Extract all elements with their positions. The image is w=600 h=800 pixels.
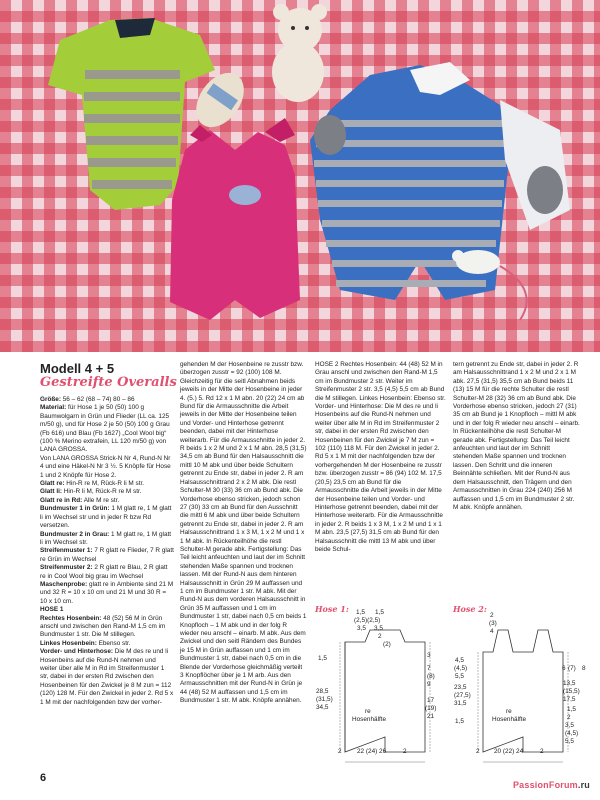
d1-dim-2: 1,5 <box>375 609 384 616</box>
paragraph-lead: Rechtes Hosenbein: <box>40 614 102 622</box>
d2-dim-20: 5,5 <box>565 738 574 745</box>
d2-dim-23: 20 (22) 24 <box>494 748 524 755</box>
d1-dim-3: (2,5)(2,5) <box>354 617 381 624</box>
d2-dim-9: 8 <box>582 665 586 672</box>
hero-photo <box>0 0 600 352</box>
d1-center-2: Hosenhälfte <box>352 716 387 723</box>
d2-dim-21: 1,5 <box>455 718 464 725</box>
site-watermark <box>513 780 590 790</box>
d2-center-2: Hosenhälfte <box>492 716 527 723</box>
d2-dim-2: (3) <box>489 620 497 627</box>
d1-dim-7: (2) <box>383 641 391 648</box>
paragraph-text: 56 – 62 (68 – 74) 80 – 86 <box>60 396 135 403</box>
paragraph-text: Hin-R re M, Rück-R li M str. <box>64 480 145 488</box>
column-1-paragraph <box>40 488 174 496</box>
d2-dim-16: 1,5 <box>567 706 576 713</box>
page-number: 6 <box>40 772 47 784</box>
paragraph-text: Hin-R li M, Rück-R re M str. <box>62 488 142 496</box>
d2-dim-3: 4 <box>490 628 494 635</box>
d1-dim-14: (31,5) <box>316 696 333 703</box>
d2-dim-8: (7) <box>568 665 576 672</box>
d2-dim-4: 4,5 <box>455 657 464 664</box>
d2-dim-6: 5,5 <box>455 673 464 680</box>
column-1-paragraph <box>40 505 174 530</box>
site-tld: .ru <box>577 780 590 790</box>
paragraph-lead: Größe: <box>40 396 61 403</box>
paragraph-lead: Glatt li: <box>40 488 63 496</box>
column-4-text: tern getrennt zu Ende str, dabei in jeder 2. R am Halsausschnittrand 1 x 2 M und 2 x 1 M abk. 27,5 (31,5) 35,5 cm ab Bund beids 11 (13) 15 M für die rechte Schulter die restl Schulter-M 28 (32) 36 cm ab Bund abk. Die Vorderhose ebenso stricken, jedoch 27 (31) 35 cm ab Bund je 1 Knopfloch – mittl M abk und in der folg R wieder neu anschl – einarb. In Rückenteilhöhe die restl Schulter-M gerade abk. Fertigstellung: Das Teil leicht anfeuchten und laut der im Schnitt stehenden Maße spannen und trocknen lassen. Den Schritt und die inneren Beinnähte schließen. Mit der Rund-N aus dem Halsausschnitt, den Trägern und den Armausschnitten in Grau 224 (240) 256 M auffassen und 1,5 cm im Bundmuster 2 str. M abk. Knöpfe annähen. <box>453 361 580 511</box>
d1-dim-9: 3 <box>427 652 431 659</box>
paragraph-text: für Hose 1 je 50 (50) 100 g Baumwolgarn in Grün und Flieder (LL ca. 125 m/50 g), und für Hose 2 je 50 (50) 100 g Grau (Fb 616) und Blau (Fb 1627) „Cool Wool big“ (100 % Merino extrafein, LL 120 m/50 g) von LANA GROSSA. <box>40 404 170 454</box>
column-1-paragraph <box>40 648 174 707</box>
column-1-paragraph <box>40 455 174 480</box>
paragraph-lead: Streifenmuster 1: <box>40 547 93 555</box>
column-1-paragraph <box>40 404 174 454</box>
model-heading: Modell 4 + 5 <box>40 361 115 376</box>
teddy-bear-image <box>272 4 327 102</box>
paragraph-text: Von LANA GROSSA Strick-N Nr 4, Rund-N Nr 4 und eine Häkel-N Nr 3 ½. 5 Knöpfe für Hose 1 und 2 Knöpfe für Hose 2. <box>40 454 171 479</box>
paragraph-text: Alle M re str. <box>82 496 120 504</box>
d1-center-1: re <box>365 708 371 715</box>
column-1-paragraph <box>40 606 174 614</box>
paragraph-text: glatt re in Ambiente sind 21 M und 32 R = 10 x 10 cm und 21 M und 30 R = 10 x 10 cm. <box>40 580 174 605</box>
d2-dim-14: (15,5) <box>563 688 580 695</box>
d1-dim-17: (19) <box>425 705 437 712</box>
d2-dim-18: 3,5 <box>565 722 574 729</box>
paragraph-lead: Linkes Hosenbein: <box>40 639 97 647</box>
paragraph-text: 7 R glatt re Flieder, 7 R glatt re Grün im Wechsel <box>40 547 174 563</box>
column-1-paragraph <box>40 615 174 640</box>
d1-dim-15: 34,5 <box>316 704 329 711</box>
paragraph-lead: HOSE 1 <box>40 606 64 614</box>
d1-dim-13: 28,5 <box>316 688 329 695</box>
paragraph-text: 48 (52) 56 M in Grün anschl und zwischen den Rand-M 1,5 cm im Bundmuster 1 str. Die M stillegen. <box>40 614 166 639</box>
column-1-paragraph <box>40 564 174 581</box>
column-1-paragraph <box>40 581 174 606</box>
d2-dim-19: (4,5) <box>565 730 579 737</box>
d1-dim-18: 21 <box>427 713 435 720</box>
d1-dim-20: 22 (24) 26 <box>357 748 387 755</box>
text-column-4 <box>453 361 581 512</box>
d1-dim-10: 7 <box>427 665 431 672</box>
d1-dim-4: 3,5 <box>357 625 366 632</box>
d2-dim-12: 31,5 <box>454 700 467 707</box>
paragraph-lead: Glatt re in Rd: <box>40 496 83 504</box>
d2-dim-22: 2 <box>476 748 480 755</box>
blue-romper-image <box>310 62 570 300</box>
diagram-2-label: Hose 2: <box>453 604 487 614</box>
model-subtitle: Gestreifte Overalls <box>40 375 177 390</box>
d1-dim-21: 2 <box>403 748 407 755</box>
d2-dim-11: (27,5) <box>454 692 471 699</box>
d2-dim-15: 17,5 <box>563 696 576 703</box>
paragraph-lead: Maschenprobe: <box>40 580 88 588</box>
paragraph-lead: Streifenmuster 2: <box>40 564 93 572</box>
column-1-paragraph <box>40 547 174 564</box>
paragraph-text: 1 M glatt re, 1 M glatt li im Wechsel str und in jeder R bzw Rd versetzen. <box>40 505 172 530</box>
text-column-3 <box>315 361 446 554</box>
d1-dim-5: 3,5 <box>374 625 383 632</box>
paragraph-text: 1 M glatt re, 1 M glatt li im Wechsel str. <box>40 530 172 546</box>
paragraph-lead: Bundmuster 1 in Grün: <box>40 505 110 513</box>
d1-dim-12: 9 <box>427 681 431 688</box>
d2-dim-7: 6 <box>562 665 566 672</box>
paragraph-lead: Glatt re: <box>40 480 65 488</box>
d1-dim-1: 1,5 <box>356 609 365 616</box>
column-1-paragraph <box>40 640 174 648</box>
paragraph-lead: Bundmuster 2 in Grau: <box>40 530 110 538</box>
paragraph-text: 2 R glatt re Blau, 2 R glatt re in Cool Wool big grau im Wechsel <box>40 564 168 580</box>
text-column-1 <box>40 396 174 707</box>
d2-dim-10: 23,5 <box>454 684 467 691</box>
paragraph-text: Ebenso str. <box>96 639 131 647</box>
site-name: PassionForum <box>512 780 578 790</box>
d1-dim-16: 17 <box>427 697 435 704</box>
d2-dim-5: (4,5) <box>454 665 468 672</box>
diagram-1-label: Hose 1: <box>315 604 349 614</box>
column-1-paragraph <box>40 497 174 505</box>
d2-dim-1: 2 <box>490 612 494 619</box>
pink-romper-image <box>170 118 300 320</box>
photo-illustration <box>0 0 600 352</box>
d2-dim-17: 2 <box>567 714 571 721</box>
d1-dim-19: 2 <box>338 748 342 755</box>
column-1-paragraph <box>40 531 174 548</box>
d2-dim-13: 13,5 <box>563 680 576 687</box>
d1-dim-6: 2 <box>378 633 382 640</box>
d1-dim-11: (8) <box>427 673 435 680</box>
d2-dim-24: 2 <box>540 748 544 755</box>
paragraph-lead: Material: <box>40 404 67 412</box>
text-column-2 <box>180 361 307 706</box>
paragraph-lead: Vorder- und Hinterhose: <box>40 648 114 656</box>
column-1-paragraph <box>40 480 174 488</box>
d2-center-1: re <box>506 708 512 715</box>
column-1-paragraph <box>40 396 174 404</box>
paragraph-text: Die M des re und li Hosenbeins auf die Rund-N nehmen und weiter über alle M in Rd im Streifenmuster 1 str, dabei in der ersten Rd zwischen den Hosenbeinen für den Zwickel je 8 M zun = 112 (120) 128 M. Für den Zwickel in jeder 2. Rd 5 x 1 M mit der nachfolgenden bzw der vorher- <box>40 648 174 706</box>
d1-dim-8: 1,5 <box>318 655 327 662</box>
column-2-text: gehenden M der Hosenbeine re zusstr bzw. überzogen zusstr = 92 (100) 108 M. Gleichzeitig für die seitl Abnahmen beids jeweils in der Mitte der Hosenbeine in jeder 4. (5.) 5. Rd 12 x 1 M abn. 20 (22) 24 cm ab Bund für die Armausschnitte die Arbeit jeweils in der Mitte der Hosenbeine teilen und Vorder- und Hinterhose getrennt beenden, dabei mit der Hinterhose weiterarb. Für die Armausschnitte in jeder 2. R beids 1 x 2 M und 2 x 1 M abn. 28,5 (31,5) 34,5 cm ab Bund für den Halsausschnitt die mittl 10 M abk und über beide Schultern getrennt zu Ende str, dabei in jeder 2. R am Halsausschnittrand 2 x 2 M abk. Die restl Schulter-M 30 (33) 36 cm ab Bund abk. Die Vorderhose ebenso stricken, jedoch schon 27 (30) 33 cm ab Bund für den Ausschnitt die mittl 6 M abk und über beide Schultern getrennt zu Ende str, dabei in jeder 2. R am Halsausschnittrand 1 x 3 M, 1 x 2 M und 1 x 1 M abk. In Rückenteilhöhe die restl Schulter-M gerade abk. Fertigstellung: Das Teil leicht anfeuchten und laut der im Schnitt stehenden Maße spannen und trocknen lassen. Mit der Rund-N aus dem hinteren Halsausschnitt in Grün 29 M auffassen und 1 cm im Bundmuster 1 str. M abk. Mit der Rund-N aus dem vorderen Halsausschnitt in Grün 35 M auffassen und 1 cm im Bundmuster 1 str, dabei nach 0,5 cm beids 1 Knopfloch – 1 M abk und in der folg R wieder neu anschl – einarb. M abk. Aus dem Zwickel und den seitl Rändern des Bundes je 15 M in Grün auffassen und 1 cm im Bundmuster 1 str, dabei nach 0,5 cm in die Blende der Vorderhose gleichmäßig verteilt 3 Knopflöcher über je 1 M arb. Aus den Armausschnitten mit der Rund-N in Grün je 44 (48) 52 M auffassen und 1,5 cm im Bundmuster 1 str. M abk. Knöpfe annähen. <box>180 361 307 705</box>
column-3-text: HOSE 2 Rechtes Hosenbein: 44 (48) 52 M in Grau anschl und zwischen den Rand-M 1,5 cm im Bundmuster 2 str. Weiter im Streifenmuster 2 str. 3,5 (4,5) 5,5 cm ab Bund die M stillegen. Linkes Hosenbein: Ebenso str. Vorder- und Hinterhose: Die M des re und li Hosenbeins auf die Rund-N nehmen und weiter über alle M in Rd im Streifenmuster 2 str, dabei in der ersten Rd zwischen den Hosenbeinen für den Zwickel je 7 M zun = 102 (110) 118 M. Für den Zwickel in jeder 2. Rd 5 x 1 M mit der nachfolgenden bzw der vorhergehenden M der Hosenbeine re zusstr bzw. überzogen zusstr = 86 (94) 102 M. 17,5 (20,5) 23,5 cm ab Bund für die Armausschnitte die Arbeit jeweils in der Mitte der Hosenbeine teilen und Vorder- und Hinterhose getrennt beenden, dabei mit der Hinterhose weiterarb. Für die Armausschnitte in jeder 2. R beids 1 x 3 M, 1 x 2 M und 1 x 1 M abn. 23,5 (27,5) 31,5 cm ab Bund für den Halsausschnitt die mittl 13 M abk und über beide Schul- <box>315 361 446 553</box>
